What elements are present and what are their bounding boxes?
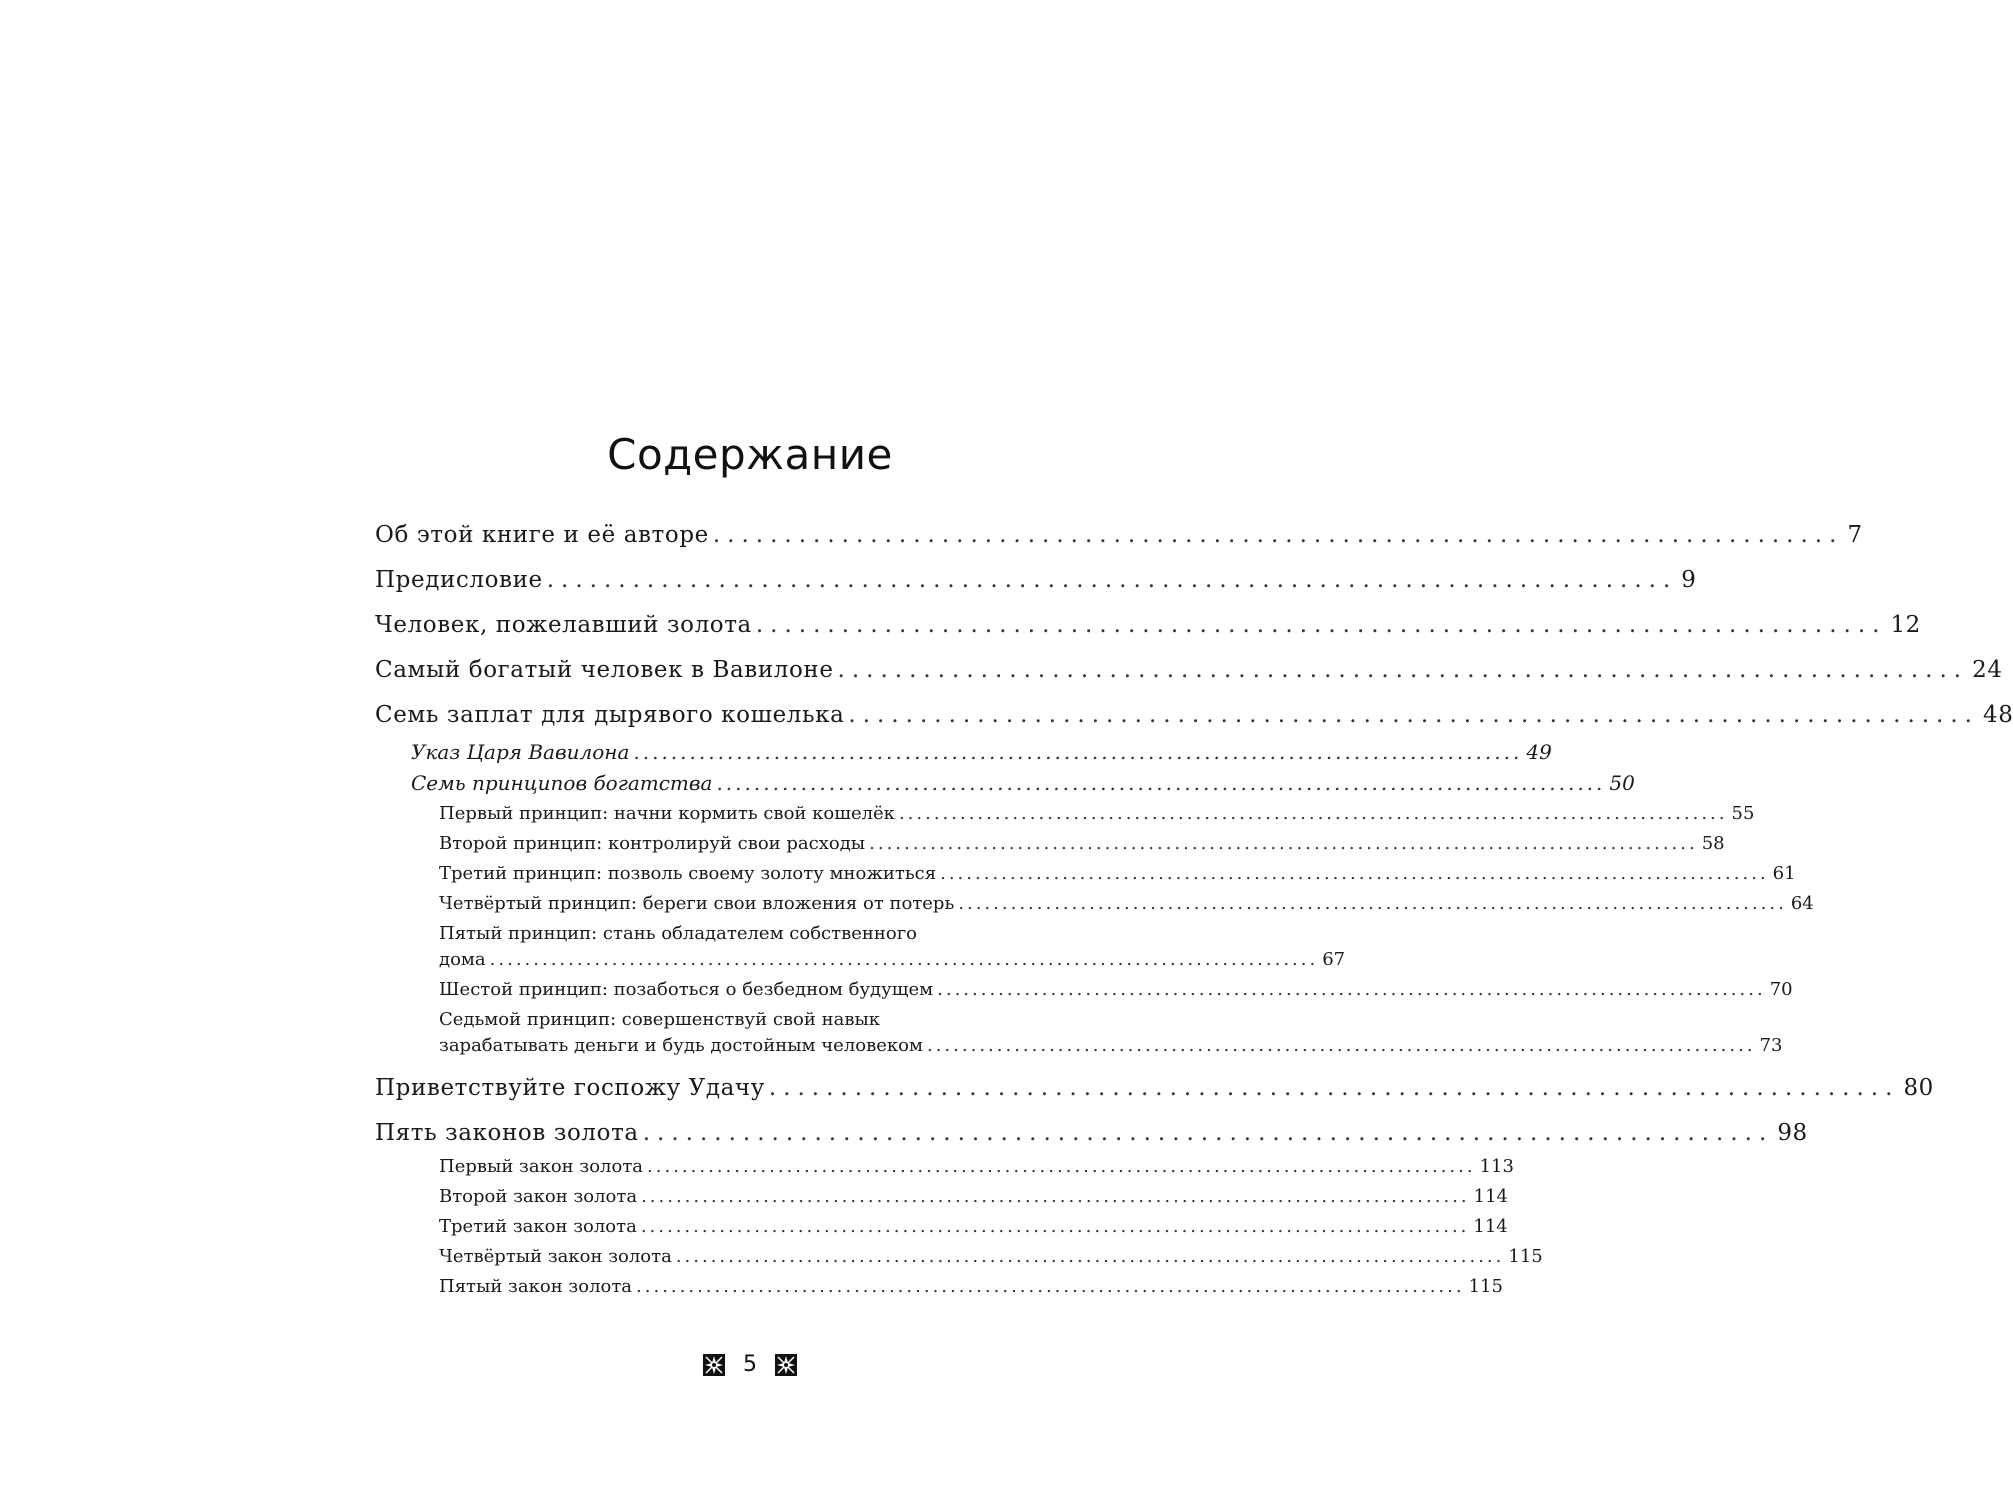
page-title: Содержание [607, 430, 893, 479]
toc-entry-title: Человек, пожелавший золота [375, 612, 752, 638]
dot-leader: ............................................................................................... [641, 1186, 1470, 1207]
dot-leader: ............................................................................................... [937, 979, 1766, 1000]
toc-subsubentry[interactable] [439, 1035, 1783, 1056]
toc-entry-title: Третий закон золота [439, 1216, 637, 1237]
dot-leader: ............................................................................... [755, 612, 1887, 638]
toc-entry-page: 113 [1479, 1156, 1514, 1177]
toc-entry-title: Второй закон золота [439, 1186, 638, 1207]
dot-leader: ............................................................................................... [926, 1035, 1756, 1056]
toc-entry-page: 55 [1731, 803, 1755, 824]
toc-entry-title: Об этой книге и её авторе [375, 522, 709, 548]
toc-subsubentry[interactable] [439, 1186, 1508, 1207]
dot-leader: ............................................................................................... [633, 740, 1523, 764]
toc-subentry[interactable] [411, 740, 1552, 764]
dot-leader: ............................................................................... [768, 1075, 1900, 1101]
toc-entry-title: Пятый закон золота [439, 1276, 633, 1297]
page-footer [0, 1352, 1500, 1377]
cross-ornament-icon [775, 1354, 797, 1376]
toc-entry-title: Указ Царя Вавилона [411, 740, 630, 764]
toc-subsubentry[interactable] [439, 863, 1796, 884]
toc-entry-title: Третий принцип: позволь своему золоту множиться [439, 863, 937, 884]
toc-entry-page: 58 [1701, 833, 1725, 854]
toc-entry-page: 50 [1609, 771, 1635, 795]
toc-subsubentry[interactable] [439, 1216, 1508, 1237]
toc-entry-page: 115 [1508, 1246, 1543, 1267]
toc-entry-title: Четвёртый принцип: береги свои вложения от потерь [439, 893, 955, 914]
dot-leader: ............................................................................... [848, 702, 1979, 728]
toc-entry[interactable] [375, 522, 1863, 548]
toc-subentry[interactable] [411, 771, 1635, 795]
toc-subsubentry[interactable] [439, 949, 1346, 970]
dot-leader: ............................................................................... [642, 1120, 1774, 1146]
table-of-contents [375, 0, 2013, 1500]
toc-entry-page: 114 [1473, 1186, 1508, 1207]
toc-entry-title-line2: зарабатывать деньги и будь достойным человеком [439, 1035, 923, 1056]
toc-entry-page: 80 [1903, 1075, 1934, 1101]
toc-subsubentry[interactable] [439, 1156, 1514, 1177]
dot-leader: ............................................................................................... [636, 1276, 1465, 1297]
toc-entry-page: 70 [1769, 979, 1793, 1000]
toc-entry-page: 9 [1681, 567, 1697, 593]
toc-entry-title-line1: Седьмой принцип: совершенствуй свой навык [439, 1009, 881, 1030]
dot-leader: ............................................................................................... [958, 893, 1787, 914]
toc-entry[interactable] [375, 567, 1697, 593]
toc-subsubentry[interactable] [439, 1276, 1503, 1297]
toc-entry-page: 64 [1790, 893, 1814, 914]
toc-entry-page: 61 [1772, 863, 1796, 884]
dot-leader: ............................................................................................... [489, 949, 1319, 970]
toc-entry-page: 67 [1322, 949, 1346, 970]
toc-subsubentry[interactable] [439, 803, 1755, 824]
toc-entry-title: Семь принципов богатства [411, 771, 713, 795]
toc-entry-title-line2: дома [439, 949, 486, 970]
toc-entry[interactable] [375, 1075, 1934, 1101]
toc-entry-title: Семь заплат для дырявого кошелька [375, 702, 845, 728]
dot-leader: ............................................................................................... [940, 863, 1769, 884]
toc-subsubentry[interactable] [439, 979, 1793, 1000]
toc-entry[interactable] [375, 657, 2003, 683]
toc-entry-page: 73 [1759, 1035, 1783, 1056]
page-number: 5 [743, 1352, 757, 1377]
dot-leader: ............................................................................... [837, 657, 1969, 683]
toc-entry-title: Пять законов золота [375, 1120, 639, 1146]
toc-entry[interactable] [375, 702, 2013, 728]
toc-entry-page: 114 [1473, 1216, 1508, 1237]
toc-entry-title: Четвёртый закон золота [439, 1246, 672, 1267]
toc-subsubentry[interactable] [439, 1246, 1543, 1267]
cross-ornament-icon [703, 1354, 725, 1376]
toc-subsubentry[interactable] [439, 833, 1725, 854]
toc-entry-page: 115 [1468, 1276, 1503, 1297]
toc-entry-title-line1: Пятый принцип: стань обладателем собственного [439, 923, 917, 944]
toc-entry-page: 48 [1983, 702, 2013, 728]
toc-entry-page: 24 [1972, 657, 2003, 683]
toc-entry-page: 98 [1777, 1120, 1808, 1146]
dot-leader: ............................................................................................... [647, 1156, 1476, 1177]
dot-leader: ............................................................................... [712, 522, 1844, 548]
toc-entry-page: 49 [1526, 740, 1552, 764]
toc-subsubentry[interactable] [439, 893, 1814, 914]
toc-entry[interactable] [375, 1120, 1808, 1146]
dot-leader: ............................................................................................... [675, 1246, 1505, 1267]
dot-leader: ............................................................................................... [869, 833, 1698, 854]
toc-entry-title: Первый закон золота [439, 1156, 644, 1177]
toc-entry-page: 7 [1847, 522, 1863, 548]
toc-entry-title: Шестой принцип: позаботься о безбедном будущем [439, 979, 934, 1000]
toc-entry-title: Первый принцип: начни кормить свой кошелёк [439, 803, 895, 824]
toc-entry[interactable] [375, 612, 1921, 638]
toc-entry-title: Второй принцип: контролируй свои расходы [439, 833, 866, 854]
toc-entry-title: Предисловие [375, 567, 543, 593]
toc-entry-title: Приветствуйте госпожу Удачу [375, 1075, 765, 1101]
dot-leader: ............................................................................................... [640, 1216, 1470, 1237]
toc-entry-page: 12 [1890, 612, 1921, 638]
dot-leader: ............................................................................................... [898, 803, 1728, 824]
dot-leader: ............................................................................... [546, 567, 1678, 593]
toc-entry-title: Самый богатый человек в Вавилоне [375, 657, 834, 683]
dot-leader: ............................................................................................... [716, 771, 1606, 795]
